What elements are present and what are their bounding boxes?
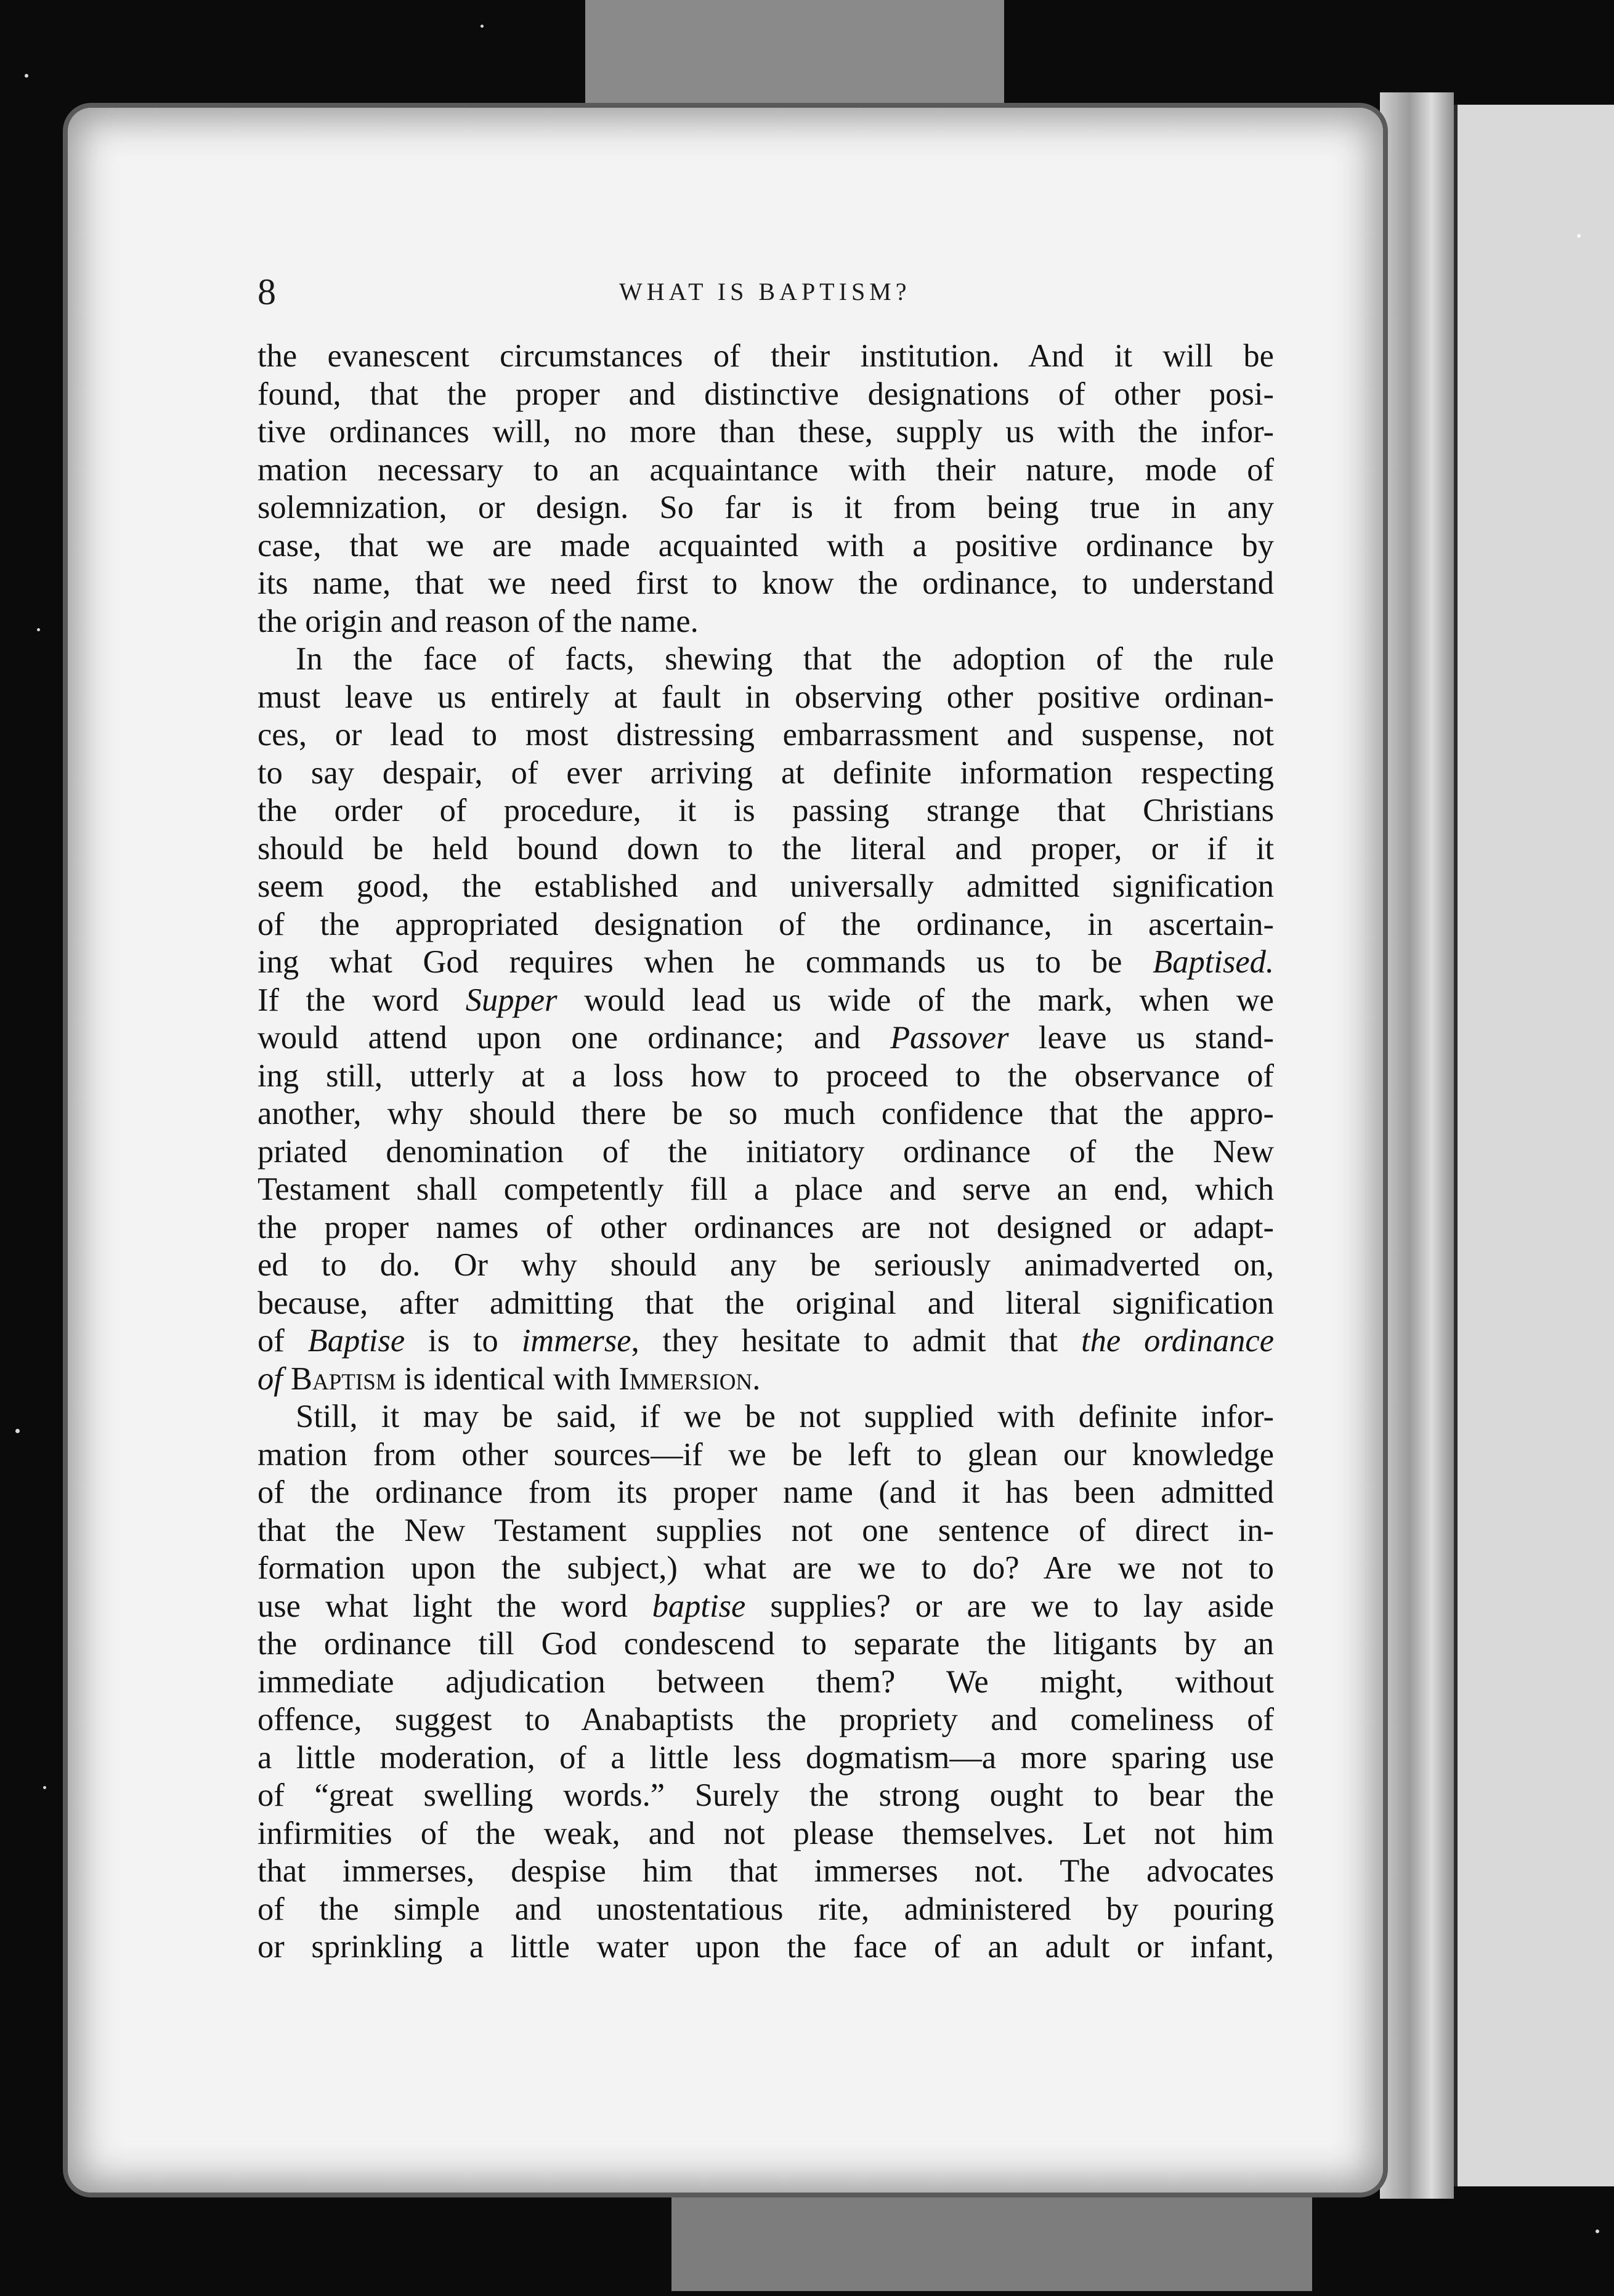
facing-page-edge: [1454, 105, 1614, 2186]
text-line: its name, that we need first to know the ordinance, to understand: [258, 565, 1274, 601]
text-line: immediate adjudication between them? We might, without: [258, 1663, 1274, 1700]
dust-speck: [25, 74, 28, 78]
text-line: offence, suggest to Anabaptists the propriety and comeliness of: [258, 1702, 1274, 1737]
text-line: the proper names of other ordinances are not designed or adapt-: [258, 1209, 1274, 1245]
text-line: infirmities of the weak, and not please themselves. Let not him: [258, 1815, 1274, 1851]
italic-text: baptise: [652, 1588, 746, 1624]
italic-text: of: [258, 1360, 283, 1397]
text-line: formation upon the subject,) what are we to do? Are we not to: [258, 1550, 1274, 1586]
text-line: solemnization, or design. So far is it from being true in any: [258, 490, 1274, 525]
text-line: tive ordinances will, no more than these, supply us with the infor-: [258, 414, 1274, 450]
dust-speck: [1577, 234, 1581, 238]
text-line: seem good, the established and universally admitted signification: [258, 868, 1274, 904]
text-line: to say despair, of ever arriving at definite information respecting: [258, 754, 1274, 791]
italic-text: Supper: [465, 982, 558, 1018]
text-run: of: [258, 1323, 308, 1359]
dust-speck: [15, 1429, 20, 1433]
text-line: of “great swelling words.” Surely the strong ought to bear the: [258, 1777, 1274, 1813]
text-line: mation necessary to an acquaintance with their nature, mode of: [258, 451, 1274, 488]
text-line: another, why should there be so much confidence that the appro-: [258, 1096, 1274, 1131]
dust-speck: [43, 1786, 46, 1789]
italic-text: Passover: [890, 1020, 1009, 1056]
text-line: that the New Testament supplies not one sentence of direct in-: [258, 1512, 1274, 1548]
text-line: [258, 982, 1274, 1020]
text-run: is identical with: [395, 1360, 619, 1397]
text-line: [258, 1322, 1274, 1360]
text-line: the order of procedure, it is passing strange that Christians: [258, 793, 1274, 828]
book-gutter: [1380, 92, 1454, 2199]
small-caps-text: Immersion: [618, 1360, 753, 1397]
text-run: If the word: [258, 982, 466, 1018]
text-line: In the face of facts, shewing that the adoption of the rule: [296, 641, 1274, 677]
text-run: .: [752, 1360, 761, 1397]
text-line: priated denomination of the initiatory ordinance of the New: [258, 1133, 1274, 1170]
body-text: [258, 338, 1274, 1967]
text-line: should be held bound down to the literal and proper, or if it: [258, 830, 1274, 867]
dust-speck: [1596, 2229, 1599, 2233]
text-line: of the appropriated designation of the ordinance, in ascertain-: [258, 906, 1274, 942]
text-line: of the ordinance from its proper name (and it has been admitted: [258, 1474, 1274, 1510]
text-run: would attend upon one ordinance; and: [258, 1020, 891, 1056]
text-line: mation from other sources—if we be left to glean our knowledge: [258, 1436, 1274, 1473]
scanner-top-strip: [585, 0, 1004, 105]
text-line: ing still, utterly at a loss how to proceed to the observance of: [258, 1057, 1274, 1094]
text-line: because, after admitting that the original and literal signification: [258, 1285, 1274, 1321]
text-line: [258, 1019, 1274, 1057]
small-caps-text: Baptism: [282, 1360, 396, 1397]
text-line: of the simple and unostentatious rite, administered by pouring: [258, 1891, 1274, 1927]
text-run: supplies? or are we to lay aside: [745, 1588, 1274, 1624]
text-line: [258, 1588, 1274, 1626]
italic-text: the ordinance: [1081, 1323, 1274, 1359]
running-head: WHAT IS BAPTISM?: [619, 278, 911, 305]
text-line: the ordinance till God condescend to separate the litigants by an: [258, 1626, 1274, 1662]
text-run: ing what God requires when he commands us to be: [258, 944, 1153, 980]
text-line: Testament shall competently fill a place and serve an end, which: [258, 1171, 1274, 1207]
text-line: or sprinkling a little water upon the face of an adult or infant,: [258, 1929, 1274, 1965]
text-line: the evanescent circumstances of their institution. And it will be: [258, 338, 1274, 374]
text-line: [258, 944, 1274, 982]
italic-text: immerse: [521, 1323, 631, 1359]
dust-speck: [481, 25, 484, 28]
text-line: ed to do. Or why should any be seriously animadverted on,: [258, 1247, 1274, 1283]
text-line: must leave us entirely at fault in observing other positive ordinan-: [258, 679, 1274, 715]
page-number: 8: [258, 272, 276, 312]
text-run: , they hesitate to admit that: [631, 1323, 1082, 1359]
text-line: a little moderation, of a little less dogmatism—a more sparing use: [258, 1739, 1274, 1776]
italic-text: Baptise: [307, 1323, 405, 1359]
text-line: case, that we are made acquainted with a positive ordinance by: [258, 527, 1274, 564]
text-line: [258, 1360, 1274, 1399]
text-line: found, that the proper and distinctive designations of other posi-: [258, 376, 1274, 412]
text-line: the origin and reason of the name.: [258, 603, 699, 639]
text-run: use what light the word: [258, 1588, 652, 1624]
italic-text: Baptised.: [1153, 944, 1274, 980]
text-run: is to: [405, 1323, 522, 1359]
text-run: leave us stand-: [1008, 1020, 1274, 1056]
text-line: that immerses, despise him that immerses not. The advocates: [258, 1853, 1274, 1889]
dust-speck: [37, 628, 40, 631]
text-line: Still, it may be said, if we be not supplied with definite infor-: [296, 1399, 1274, 1434]
text-run: would lead us wide of the mark, when we: [557, 982, 1274, 1018]
text-line: ces, or lead to most distressing embarrassment and suspense, not: [258, 717, 1274, 753]
